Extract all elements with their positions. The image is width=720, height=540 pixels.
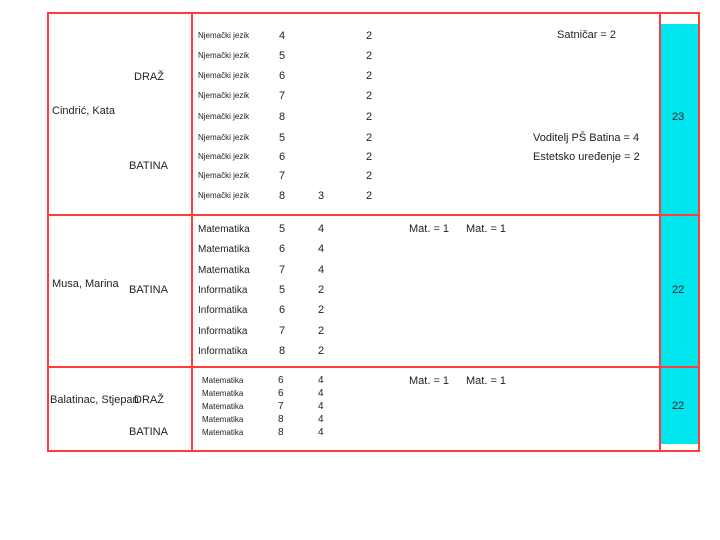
grade-cell: 5 — [279, 132, 286, 144]
teacher-name: Musa, Marina — [52, 278, 119, 290]
grade-cell: 7 — [279, 170, 286, 182]
school-name: BATINA — [129, 284, 168, 296]
grid-line — [191, 12, 193, 452]
note-text: Satničar = 2 — [557, 29, 617, 41]
hours-cell: 4 — [318, 401, 324, 412]
school-name: BATINA — [129, 426, 168, 438]
grade-cell: 8 — [278, 414, 284, 425]
grade-cell: 7 — [279, 90, 286, 102]
hours-cell: 4 — [318, 427, 324, 438]
grid-line-top — [47, 12, 700, 14]
subject-cell: Njemački jezik — [198, 112, 250, 121]
total-column — [661, 24, 698, 444]
school-name: BATINA — [129, 160, 168, 172]
grade-cell: 8 — [279, 190, 286, 202]
subject-cell: Matematika — [198, 265, 250, 276]
grade-cell: 8 — [279, 111, 286, 123]
extra-text: Mat. = 1 — [466, 223, 507, 235]
subject-cell: Informatika — [198, 285, 248, 296]
subject-cell: Njemački jezik — [198, 133, 250, 142]
subject-cell: Njemački jezik — [198, 31, 250, 40]
extra-text: Mat. = 1 — [409, 223, 450, 235]
grade-cell: 8 — [278, 427, 284, 438]
subject-cell: Matematika — [202, 402, 244, 411]
grade-cell: 8 — [279, 345, 286, 357]
grade-cell: 4 — [279, 30, 286, 42]
grade-cell: 6 — [278, 388, 284, 399]
grade-cell: 6 — [278, 375, 284, 386]
hours-cell: 2 — [318, 345, 325, 357]
subject-cell: Njemački jezik — [198, 91, 250, 100]
grade-cell: 7 — [279, 264, 286, 276]
grid-line — [47, 214, 700, 216]
hours-cell: 2 — [366, 111, 373, 123]
teacher-name: Balatinac, Stjepan — [50, 394, 139, 406]
extra-cell: 3 — [318, 190, 325, 202]
subject-cell: Njemački jezik — [198, 51, 250, 60]
hours-cell: 2 — [366, 170, 373, 182]
hours-cell: 2 — [366, 70, 373, 82]
grid-line — [659, 12, 661, 452]
subject-cell: Njemački jezik — [198, 191, 250, 200]
total-value: 22 — [672, 400, 685, 412]
subject-cell: Njemački jezik — [198, 171, 250, 180]
subject-cell: Njemački jezik — [198, 152, 250, 161]
subject-cell: Matematika — [198, 224, 250, 235]
hours-cell: 2 — [366, 190, 373, 202]
teacher-name: Cindrić, Kata — [52, 105, 115, 117]
grade-cell: 6 — [279, 70, 286, 82]
subject-cell: Informatika — [198, 326, 248, 337]
hours-cell: 2 — [366, 151, 373, 163]
hours-cell: 4 — [318, 414, 324, 425]
subject-cell: Matematika — [202, 376, 244, 385]
subject-cell: Informatika — [198, 305, 248, 316]
subject-cell: Matematika — [202, 428, 244, 437]
grid-line-bottom — [47, 450, 700, 452]
hours-cell: 2 — [318, 304, 325, 316]
school-name: DRAŽ — [134, 394, 164, 406]
subject-cell: Informatika — [198, 346, 248, 357]
hours-cell: 4 — [318, 375, 324, 386]
grade-cell: 5 — [279, 50, 286, 62]
note-text: Voditelj PŠ Batina = 4 — [533, 132, 640, 144]
grade-cell: 5 — [279, 223, 286, 235]
grade-cell: 5 — [279, 284, 286, 296]
hours-cell: 4 — [318, 243, 325, 255]
hours-cell: 2 — [366, 132, 373, 144]
subject-cell: Njemački jezik — [198, 71, 250, 80]
grid-line-left — [47, 12, 49, 452]
hours-cell: 4 — [318, 223, 325, 235]
grade-cell: 7 — [279, 325, 286, 337]
grid-line-right — [698, 12, 700, 452]
school-name: DRAŽ — [134, 71, 164, 83]
hours-cell: 2 — [318, 325, 325, 337]
hours-cell: 2 — [366, 90, 373, 102]
subject-cell: Matematika — [202, 415, 244, 424]
hours-cell: 4 — [318, 264, 325, 276]
grade-cell: 6 — [279, 304, 286, 316]
grade-cell: 7 — [278, 401, 284, 412]
extra-text: Mat. = 1 — [466, 375, 507, 387]
note-text: Estetsko uređenje = 2 — [533, 151, 640, 163]
hours-cell: 2 — [318, 284, 325, 296]
subject-cell: Matematika — [198, 244, 250, 255]
hours-cell: 2 — [366, 30, 373, 42]
total-value: 22 — [672, 284, 685, 296]
hours-cell: 4 — [318, 388, 324, 399]
total-value: 23 — [672, 111, 685, 123]
grid-line — [47, 366, 700, 368]
hours-cell: 2 — [366, 50, 373, 62]
grade-cell: 6 — [279, 151, 286, 163]
extra-text: Mat. = 1 — [409, 375, 450, 387]
grade-cell: 6 — [279, 243, 286, 255]
subject-cell: Matematika — [202, 389, 244, 398]
